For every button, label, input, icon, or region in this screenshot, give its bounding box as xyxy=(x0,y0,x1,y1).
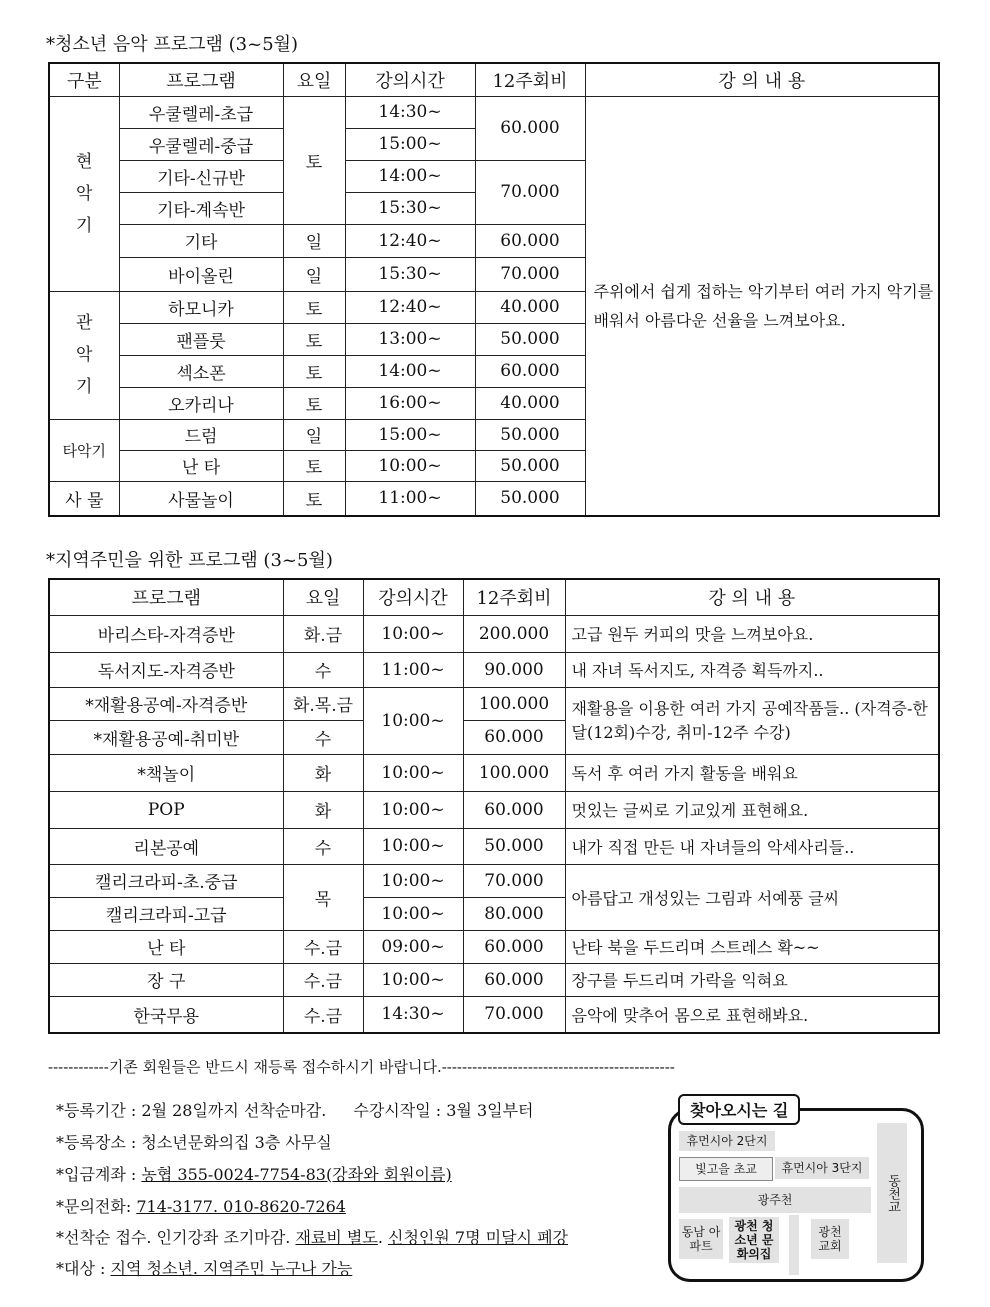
content-cell: 주위에서 쉽게 접하는 악기부터 여러 가지 악기를 배워서 아름다운 선율을 느껴보아요. xyxy=(585,96,939,516)
program-cell: 난 타 xyxy=(49,930,283,963)
time-cell: 16:00~ xyxy=(345,387,475,419)
day-cell: 수.금 xyxy=(283,963,363,996)
time-cell: 15:00~ xyxy=(345,128,475,160)
group-winds: 관 악 기 xyxy=(49,291,119,419)
fee-cell: 60.000 xyxy=(475,96,585,160)
day-cell: 화 xyxy=(283,754,363,791)
program-cell: 섹소폰 xyxy=(119,355,283,387)
registration-period: *등록기간 : 2월 28일까지 선착순마감. xyxy=(56,1101,327,1120)
program-cell: *책놀이 xyxy=(49,754,283,791)
time-cell: 10:00~ xyxy=(363,615,463,652)
day-cell: 수.금 xyxy=(283,930,363,963)
reregistration-notice: ------------기존 회원들은 반드시 재등록 접수하시기 바랍니다.---------------------------------------------- xyxy=(48,1058,675,1076)
time-cell: 10:00~ xyxy=(363,687,463,754)
content-cell: 독서 후 여러 가지 활동을 배워요 xyxy=(565,754,939,791)
time-cell: 15:00~ xyxy=(345,419,475,450)
fee-cell: 100.000 xyxy=(463,687,565,720)
time-cell: 11:00~ xyxy=(345,481,475,516)
day-cell: 일 xyxy=(283,257,345,291)
content-cell: 고급 원두 커피의 맛을 느껴보아요. xyxy=(565,615,939,652)
registration-period-line xyxy=(56,1098,534,1121)
program-cell: 장 구 xyxy=(49,963,283,996)
map-school: 빛고을 초교 xyxy=(679,1157,773,1181)
program-cell: 기타 xyxy=(119,224,283,257)
day-cell: 수.금 xyxy=(283,996,363,1033)
program-cell: 바리스타-자격증반 xyxy=(49,615,283,652)
time-cell: 12:40~ xyxy=(345,291,475,323)
map-apt2: 휴먼시아 2단지 xyxy=(679,1131,775,1151)
day-cell: 토 xyxy=(283,323,345,355)
program-cell: 하모니카 xyxy=(119,291,283,323)
map-bridge: 동천교 xyxy=(877,1123,907,1263)
program-cell: 오카리나 xyxy=(119,387,283,419)
day-cell: 화.금 xyxy=(283,615,363,652)
account-label: *입금계좌 : xyxy=(56,1165,142,1184)
first-come-line xyxy=(56,1225,568,1248)
day-cell: 수 xyxy=(283,720,363,754)
header-program: 프로그램 xyxy=(119,63,283,96)
fee-cell: 60.000 xyxy=(475,224,585,257)
content-cell: 멋있는 글씨로 기교있게 표현해요. xyxy=(565,791,939,828)
header-time: 강의시간 xyxy=(345,63,475,96)
phone-label: *문의전화: xyxy=(56,1197,137,1216)
content-cell: 장구를 두드리며 가락을 익혀요 xyxy=(565,963,939,996)
phone-number: 714-3177. 010-8620-7264 xyxy=(136,1197,346,1216)
payment-account-line xyxy=(56,1162,452,1185)
time-cell: 14:30~ xyxy=(363,996,463,1033)
directions-map xyxy=(668,1108,924,1282)
header-category: 구분 xyxy=(49,63,119,96)
day-cell: 일 xyxy=(283,419,345,450)
header-fee: 12주회비 xyxy=(463,579,565,615)
time-cell: 14:00~ xyxy=(345,160,475,192)
content-cell: 아름답고 개성있는 그림과 서예풍 글씨 xyxy=(565,864,939,930)
content-cell: 재활용을 이용한 여러 가지 공예작품들.. (자격증-한달(12회)수강, 취미-12주 수강) xyxy=(565,687,939,754)
program-cell: 한국무용 xyxy=(49,996,283,1033)
fee-cell: 50.000 xyxy=(475,481,585,516)
target-audience: 지역 청소년. 지역주민 누구나 가능 xyxy=(110,1259,353,1278)
time-cell: 10:00~ xyxy=(363,828,463,864)
fee-cell: 40.000 xyxy=(475,291,585,323)
header-program: 프로그램 xyxy=(49,579,283,615)
resident-program-table xyxy=(48,578,940,1034)
time-cell: 10:00~ xyxy=(363,754,463,791)
program-cell: 리본공예 xyxy=(49,828,283,864)
section2-title: *지역주민을 위한 프로그램 (3~5월) xyxy=(46,550,333,571)
inquiry-phone-line xyxy=(56,1194,346,1217)
fee-cell: 60.000 xyxy=(475,355,585,387)
day-cell: 토 xyxy=(283,450,345,481)
day-cell: 화 xyxy=(283,791,363,828)
fee-cell: 60.000 xyxy=(463,791,565,828)
program-cell: 바이올린 xyxy=(119,257,283,291)
fee-cell: 60.000 xyxy=(463,963,565,996)
program-cell: 사물놀이 xyxy=(119,481,283,516)
header-content: 강 의 내 용 xyxy=(565,579,939,615)
content-cell: 난타 북을 두드리며 스트레스 확~~ xyxy=(565,930,939,963)
content-cell: 내 자녀 독서지도, 자격증 획득까지.. xyxy=(565,652,939,687)
registration-place: *등록장소 : 청소년문화의집 3층 사무실 xyxy=(56,1133,332,1152)
time-cell: 10:00~ xyxy=(363,897,463,930)
time-cell: 14:30~ xyxy=(345,96,475,128)
header-time: 강의시간 xyxy=(363,579,463,615)
group-strings: 현 악 기 xyxy=(49,96,119,291)
program-cell: 팬플룻 xyxy=(119,323,283,355)
program-cell: 우쿨렐레-중급 xyxy=(119,128,283,160)
fee-cell: 70.000 xyxy=(475,257,585,291)
header-day: 요일 xyxy=(283,63,345,96)
fee-cell: 50.000 xyxy=(475,450,585,481)
day-cell: 화.목.금 xyxy=(283,687,363,720)
map-stream: 광주천 xyxy=(679,1187,871,1213)
fee-cell: 200.000 xyxy=(463,615,565,652)
target-label: *대상 : xyxy=(56,1259,111,1278)
program-cell: 캘리크라피-고급 xyxy=(49,897,283,930)
program-cell: 난 타 xyxy=(119,450,283,481)
fee-cell: 100.000 xyxy=(463,754,565,791)
content-cell: 음악에 맞추어 몸으로 표현해봐요. xyxy=(565,996,939,1033)
fee-cell: 50.000 xyxy=(463,828,565,864)
program-cell: 우쿨렐레-초급 xyxy=(119,96,283,128)
material-cost-note: 재료비 별도 xyxy=(295,1228,378,1247)
group-percussion: 타악기 xyxy=(49,419,119,481)
map-road xyxy=(789,1215,799,1275)
section1-title: *청소년 음악 프로그램 (3~5월) xyxy=(46,34,299,55)
fee-cell: 60.000 xyxy=(463,720,565,754)
group-samul: 사 물 xyxy=(49,481,119,516)
time-cell: 15:30~ xyxy=(345,257,475,291)
map-church: 광천 교회 xyxy=(811,1219,849,1259)
content-cell: 내가 직접 만든 내 자녀들의 악세사리들.. xyxy=(565,828,939,864)
class-start: 수강시작일 : 3월 3일부터 xyxy=(353,1101,534,1120)
map-culture-center: 광천 청소년 문화의집 xyxy=(729,1217,779,1263)
time-cell: 12:40~ xyxy=(345,224,475,257)
cancellation-note: 신청인원 7명 미달시 폐강 xyxy=(388,1228,568,1247)
map-apt3: 휴먼시아 3단지 xyxy=(775,1157,869,1179)
fee-cell: 70.000 xyxy=(463,996,565,1033)
fee-cell: 80.000 xyxy=(463,897,565,930)
day-cell: 목 xyxy=(283,864,363,930)
day-cell: 수 xyxy=(283,652,363,687)
day-cell: 토 xyxy=(283,481,345,516)
day-cell: 수 xyxy=(283,828,363,864)
fee-cell: 40.000 xyxy=(475,387,585,419)
map-dongnam-apt: 동남 아파트 xyxy=(679,1219,723,1259)
separator: . xyxy=(377,1228,388,1247)
program-cell: 기타-계속반 xyxy=(119,192,283,224)
fee-cell: 70.000 xyxy=(463,864,565,897)
fee-cell: 70.000 xyxy=(475,160,585,224)
time-cell: 10:00~ xyxy=(345,450,475,481)
day-cell: 일 xyxy=(283,224,345,257)
program-cell: *재활용공예-자격증반 xyxy=(49,687,283,720)
program-cell: *재활용공예-취미반 xyxy=(49,720,283,754)
time-cell: 14:00~ xyxy=(345,355,475,387)
fee-cell: 50.000 xyxy=(475,419,585,450)
time-cell: 10:00~ xyxy=(363,864,463,897)
day-cell: 토 xyxy=(283,387,345,419)
map-title: 찾아오시는 길 xyxy=(678,1094,800,1125)
header-content: 강 의 내 용 xyxy=(585,63,939,96)
first-come-text: *선착순 접수. 인기강좌 조기마감. xyxy=(56,1228,296,1247)
program-cell: 캘리크라피-초.중급 xyxy=(49,864,283,897)
target-line xyxy=(56,1256,352,1279)
fee-cell: 50.000 xyxy=(475,323,585,355)
program-cell: POP xyxy=(49,791,283,828)
day-cell: 토 xyxy=(283,96,345,224)
day-cell: 토 xyxy=(283,355,345,387)
time-cell: 15:30~ xyxy=(345,192,475,224)
time-cell: 10:00~ xyxy=(363,963,463,996)
fee-cell: 60.000 xyxy=(463,930,565,963)
time-cell: 09:00~ xyxy=(363,930,463,963)
day-cell: 토 xyxy=(283,291,345,323)
program-cell: 독서지도-자격증반 xyxy=(49,652,283,687)
header-day: 요일 xyxy=(283,579,363,615)
program-cell: 기타-신규반 xyxy=(119,160,283,192)
youth-music-table xyxy=(48,62,940,517)
header-fee: 12주회비 xyxy=(475,63,585,96)
program-cell: 드럼 xyxy=(119,419,283,450)
time-cell: 13:00~ xyxy=(345,323,475,355)
account-number: 농협 355-0024-7754-83(강좌와 회원이름) xyxy=(141,1165,452,1184)
time-cell: 10:00~ xyxy=(363,791,463,828)
time-cell: 11:00~ xyxy=(363,652,463,687)
fee-cell: 90.000 xyxy=(463,652,565,687)
